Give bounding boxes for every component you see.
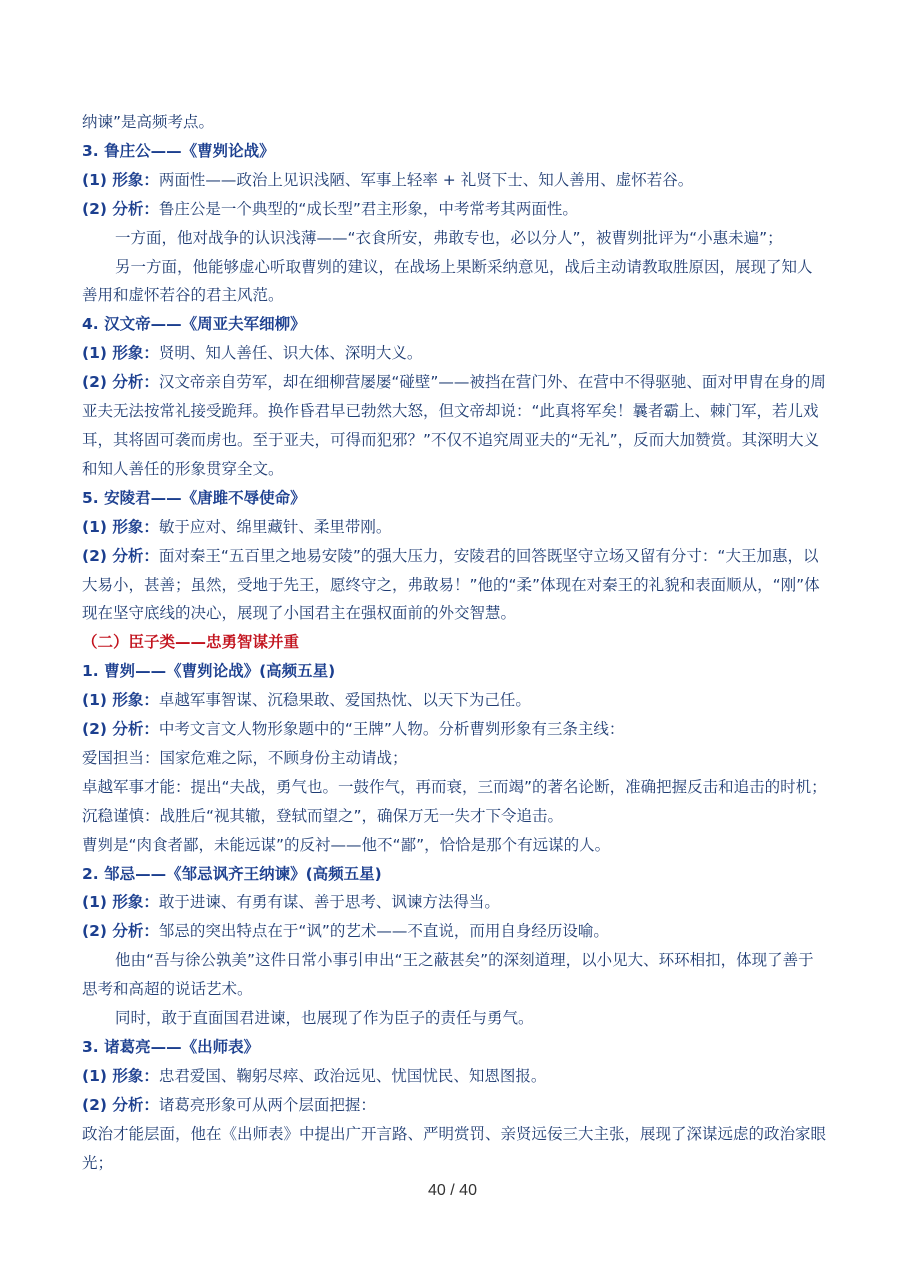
labeled-paragraph (82, 888, 827, 917)
labeled-paragraph (82, 686, 827, 715)
page-number: 40 / 40 (428, 1182, 477, 1199)
item-heading: 2. 邹忌——《邹忌讽齐王纳谏》(高频五星) (82, 864, 382, 883)
item-heading: 3. 鲁庄公——《曹刿论战》 (82, 141, 275, 160)
item-heading: 5. 安陵君——《唐雎不辱使命》 (82, 488, 306, 507)
page-content (82, 108, 827, 1178)
paragraph-text: 两面性——政治上见识浅陋、军事上轻率 + 礼贤下士、知人善用、虚怀若谷。 (158, 170, 694, 189)
paragraph-label: (1) 形象： (82, 170, 159, 189)
paragraph-text: 敢于进谏、有勇有谋、善于思考、讽谏方法得当。 (158, 893, 500, 912)
body-text: 沉稳谨慎：战胜后“视其辙，登轼而望之”，确保万无一失才下令追击。 (82, 806, 564, 825)
labeled-paragraph (82, 715, 827, 744)
body-text: 爱国担当：国家危难之际，不顾身份主动请战； (82, 748, 408, 767)
paragraph-text: 卓越军事智谋、沉稳果敢、爱国热忱、以天下为己任。 (158, 691, 531, 710)
item-heading: 4. 汉文帝——《周亚夫军细柳》 (82, 315, 306, 334)
paragraph-label: (2) 分析： (82, 373, 159, 392)
labeled-paragraph (82, 368, 827, 484)
labeled-paragraph (82, 166, 827, 195)
paragraph-label: (1) 形象： (82, 517, 159, 536)
paragraph-text: 邹忌的突出特点在于“讽”的艺术——不直说，而用自身经历设喻。 (158, 922, 609, 941)
body-paragraph: 一方面，他对战争的认识浅薄——“衣食所安，弗敢专也，必以分人”，被曹刿批评为“小惠未遍”； (115, 228, 783, 247)
paragraph-label: (2) 分析： (82, 1095, 159, 1114)
section-heading: （二）臣子类——忠勇智谋并重 (82, 633, 300, 652)
body-paragraph: 同时，敢于直面国君进谏，也展现了作为臣子的责任与勇气。 (115, 1009, 534, 1028)
paragraph-text: 贤明、知人善任、识大体、深明大义。 (158, 344, 423, 363)
paragraph-label: (1) 形象： (82, 1066, 159, 1085)
labeled-paragraph (82, 542, 827, 629)
labeled-paragraph (82, 1062, 827, 1091)
labeled-paragraph (82, 1091, 827, 1120)
body-text: 纳谏”是高频考点。 (82, 113, 215, 131)
paragraph-label: (2) 分析： (82, 546, 159, 565)
paragraph-label: (2) 分析： (82, 720, 159, 739)
body-paragraph: 另一方面，他能够虚心听取曹刿的建议，在战场上果断采纳意见，战后主动请教取胜原因，展现了知人善用和虚怀若谷的君主风范。 (82, 257, 813, 305)
paragraph-label: (2) 分析： (82, 922, 159, 941)
item-heading: 3. 诸葛亮——《出师表》 (82, 1038, 260, 1056)
paragraph-label: (1) 形象： (82, 344, 159, 363)
paragraph-text: 汉文帝亲自劳军，却在细柳营屡屡“碰壁”——被挡在营门外、在营中不得驱驰、面对甲胄在身的周亚夫无法按常礼接受跪拜。换作昏君早已勃然大怒，但文帝却说：“此真将军矣！曩者霸上、棘门军，若儿戏耳，其将固可袭而虏也。至于亚夫，可得而犯邪？”不仅不追究周亚夫的“无礼”，反而大加赞赏。其深明大义和知人善任的形象贯穿全文。 (82, 373, 826, 478)
labeled-paragraph (82, 513, 827, 542)
paragraph-label: (1) 形象： (82, 893, 159, 912)
body-text: 卓越军事才能：提出“夫战，勇气也。一鼓作气，再而衰，三而竭”的著名论断，准确把握反击和追击的时机； (82, 777, 827, 796)
body-paragraph: 他由“吾与徐公孰美”这件日常小事引申出“王之蔽甚矣”的深刻道理，以小见大、环环相扣，体现了善于思考和高超的说话艺术。 (82, 951, 814, 999)
body-text: 政治才能层面，他在《出师表》中提出广开言路、严明赏罚、亲贤远佞三大主张，展现了深谋远虑的政治家眼光； (82, 1124, 827, 1172)
paragraph-text: 鲁庄公是一个典型的“成长型”君主形象，中考常考其两面性。 (158, 199, 578, 218)
item-heading: 1. 曹刿——《曹刿论战》(高频五星) (82, 662, 336, 681)
labeled-paragraph (82, 339, 827, 368)
paragraph-label: (2) 分析： (82, 199, 159, 218)
paragraph-text: 中考文言文人物形象题中的“王牌”人物。分析曹刿形象有三条主线： (158, 720, 625, 739)
paragraph-text: 敏于应对、绵里藏针、柔里带刚。 (158, 517, 392, 536)
labeled-paragraph (82, 917, 827, 946)
paragraph-text: 忠君爱国、鞠躬尽瘁、政治远见、忧国忧民、知恩图报。 (158, 1066, 547, 1085)
labeled-paragraph (82, 195, 827, 224)
paragraph-label: (1) 形象： (82, 691, 159, 710)
body-text: 曹刿是“肉食者鄙，未能远谋”的反衬——他不“鄙”，恰恰是那个有远谋的人。 (82, 835, 611, 854)
paragraph-text: 诸葛亮形象可从两个层面把握： (158, 1095, 376, 1114)
paragraph-text: 面对秦王“五百里之地易安陵”的强大压力，安陵君的回答既坚守立场又留有分寸：“大王加惠，以大易小，甚善；虽然，受地于先王，愿终守之，弗敢易！”他的“柔”体现在对秦王的礼貌和表面顺从，“刚”体现在坚守底线的决心，展现了小国君主在强权面前的外交智慧。 (82, 546, 820, 623)
